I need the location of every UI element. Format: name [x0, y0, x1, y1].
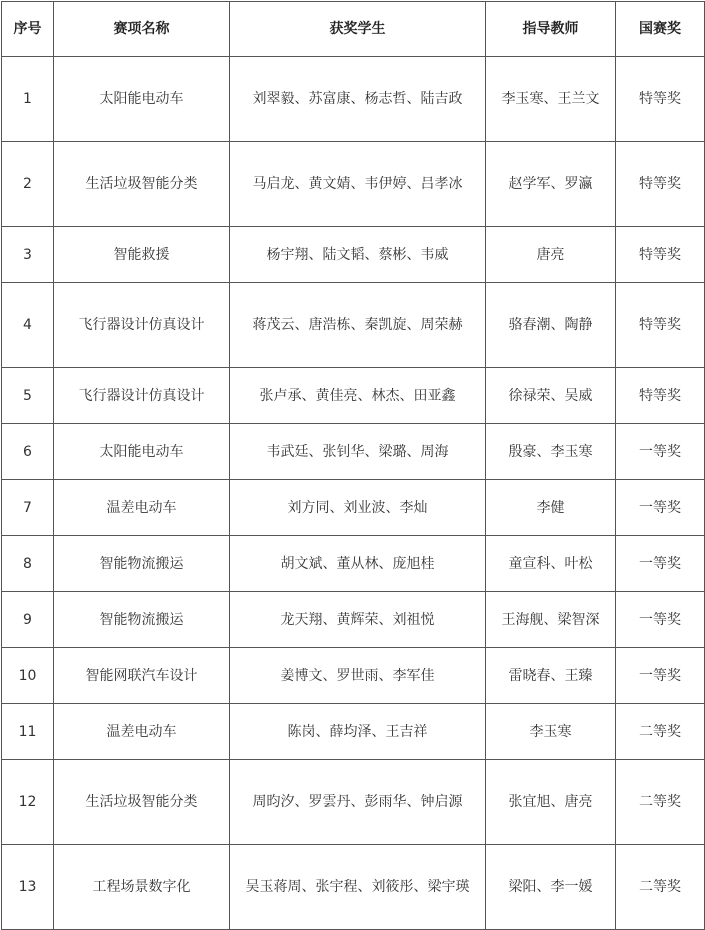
- cell-students: 韦武廷、张钊华、梁璐、周海: [230, 424, 486, 480]
- table-row: [2, 424, 705, 480]
- cell-event: 生活垃圾智能分类: [54, 760, 230, 845]
- cell-event: 太阳能电动车: [54, 57, 230, 142]
- cell-index: 6: [2, 424, 54, 480]
- table-row: [2, 704, 705, 760]
- table-header-row: [2, 2, 705, 57]
- table-row: [2, 592, 705, 648]
- cell-students: 吴玉蒋周、张宇程、刘筱彤、梁宇瑛: [230, 845, 486, 930]
- cell-award: 一等奖: [616, 424, 705, 480]
- cell-index: 5: [2, 368, 54, 424]
- cell-students: 张卢承、黄佳亮、林杰、田亚鑫: [230, 368, 486, 424]
- cell-index: 12: [2, 760, 54, 845]
- cell-award: 特等奖: [616, 368, 705, 424]
- cell-award: 一等奖: [616, 536, 705, 592]
- cell-teachers: 张宜旭、唐亮: [486, 760, 616, 845]
- cell-award: 二等奖: [616, 760, 705, 845]
- cell-students: 陈岗、薛均泽、王吉祥: [230, 704, 486, 760]
- awards-table: [1, 1, 705, 930]
- cell-event: 智能网联汽车设计: [54, 648, 230, 704]
- cell-index: 10: [2, 648, 54, 704]
- cell-students: 龙天翔、黄辉荣、刘祖悦: [230, 592, 486, 648]
- cell-index: 2: [2, 142, 54, 227]
- header-event: 赛项名称: [54, 2, 230, 57]
- table-row: [2, 845, 705, 930]
- cell-teachers: 王海舰、梁智深: [486, 592, 616, 648]
- cell-event: 飞行器设计仿真设计: [54, 368, 230, 424]
- cell-teachers: 李玉寒: [486, 704, 616, 760]
- table-row: [2, 57, 705, 142]
- cell-index: 9: [2, 592, 54, 648]
- cell-index: 1: [2, 57, 54, 142]
- cell-event: 飞行器设计仿真设计: [54, 283, 230, 368]
- table-row: [2, 480, 705, 536]
- cell-event: 温差电动车: [54, 704, 230, 760]
- cell-students: 刘翠毅、苏富康、杨志哲、陆吉政: [230, 57, 486, 142]
- cell-students: 杨宇翔、陆文韬、蔡彬、韦威: [230, 227, 486, 283]
- cell-award: 一等奖: [616, 648, 705, 704]
- header-students: 获奖学生: [230, 2, 486, 57]
- cell-award: 一等奖: [616, 480, 705, 536]
- cell-award: 二等奖: [616, 845, 705, 930]
- cell-index: 7: [2, 480, 54, 536]
- cell-students: 蒋茂云、唐浩栋、秦凯旋、周荣赫: [230, 283, 486, 368]
- cell-event: 智能救援: [54, 227, 230, 283]
- cell-teachers: 李玉寒、王兰文: [486, 57, 616, 142]
- cell-teachers: 骆春潮、陶静: [486, 283, 616, 368]
- table-row: [2, 227, 705, 283]
- cell-event: 工程场景数字化: [54, 845, 230, 930]
- cell-index: 11: [2, 704, 54, 760]
- cell-teachers: 唐亮: [486, 227, 616, 283]
- cell-award: 特等奖: [616, 57, 705, 142]
- header-award: 国赛奖: [616, 2, 705, 57]
- cell-teachers: 赵学军、罗瀛: [486, 142, 616, 227]
- table-row: [2, 536, 705, 592]
- cell-teachers: 童宣科、叶松: [486, 536, 616, 592]
- cell-students: 姜博文、罗世雨、李军佳: [230, 648, 486, 704]
- cell-teachers: 李健: [486, 480, 616, 536]
- cell-students: 马启龙、黄文婧、韦伊婷、吕孝冰: [230, 142, 486, 227]
- table-row: [2, 760, 705, 845]
- cell-index: 13: [2, 845, 54, 930]
- cell-teachers: 雷晓春、王臻: [486, 648, 616, 704]
- cell-index: 3: [2, 227, 54, 283]
- cell-event: 智能物流搬运: [54, 592, 230, 648]
- cell-students: 刘方同、刘业波、李灿: [230, 480, 486, 536]
- cell-event: 智能物流搬运: [54, 536, 230, 592]
- cell-index: 4: [2, 283, 54, 368]
- table-row: [2, 283, 705, 368]
- cell-event: 太阳能电动车: [54, 424, 230, 480]
- cell-event: 生活垃圾智能分类: [54, 142, 230, 227]
- cell-award: 二等奖: [616, 704, 705, 760]
- header-teachers: 指导教师: [486, 2, 616, 57]
- table-row: [2, 142, 705, 227]
- cell-award: 一等奖: [616, 592, 705, 648]
- cell-award: 特等奖: [616, 142, 705, 227]
- cell-teachers: 徐禄荣、吴威: [486, 368, 616, 424]
- cell-event: 温差电动车: [54, 480, 230, 536]
- cell-index: 8: [2, 536, 54, 592]
- table-row: [2, 648, 705, 704]
- table-row: [2, 368, 705, 424]
- header-index: 序号: [2, 2, 54, 57]
- cell-students: 周昀汐、罗雲丹、彭雨华、钟启源: [230, 760, 486, 845]
- cell-award: 特等奖: [616, 227, 705, 283]
- cell-teachers: 梁阳、李一媛: [486, 845, 616, 930]
- cell-teachers: 殷豪、李玉寒: [486, 424, 616, 480]
- cell-students: 胡文斌、董从林、庞旭桂: [230, 536, 486, 592]
- cell-award: 特等奖: [616, 283, 705, 368]
